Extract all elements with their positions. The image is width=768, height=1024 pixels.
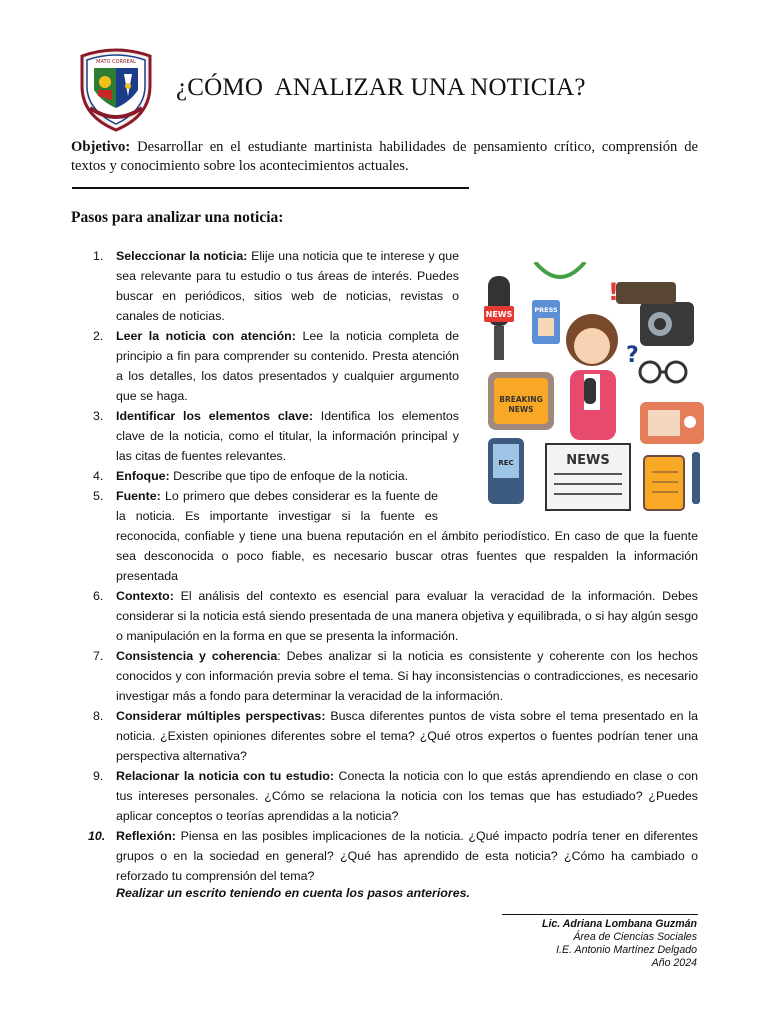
press-label: PRESS xyxy=(534,306,558,314)
step-text: El análisis del contexto es esencial para evaluar la veracidad de la información. Debes considerar si la noticia está siendo presentada de una manera objetiva y equilibrada, o si hay algún sesgo o manipulación en la forma en que se presenta la información. xyxy=(116,589,698,643)
step-number: 6. xyxy=(93,589,104,603)
svg-text:?: ? xyxy=(626,343,639,368)
step-title: Considerar múltiples perspectivas: xyxy=(116,709,326,723)
list-item xyxy=(88,466,459,486)
step-text: Lee la noticia completa de principio a fin para comprender su contenido. Presta atención a los detalles, los datos presentados y cualquier argumento que se haga. xyxy=(116,329,460,403)
signature-school: I.E. Antonio Martínez Delgado xyxy=(556,944,697,956)
step-title: Leer la noticia con atención: xyxy=(116,329,296,343)
news-mic-label: NEWS xyxy=(485,310,513,319)
signature-block xyxy=(542,918,697,970)
list-item xyxy=(88,406,459,466)
list-item xyxy=(88,766,698,826)
steps-heading: Pasos para analizar una noticia: xyxy=(71,209,284,226)
svg-text:!: ! xyxy=(608,278,619,306)
step-number: 9. xyxy=(93,769,104,783)
step-text: : Debes analizar si la noticia es consistente y coherente con los hechos conocidos y con información previa sobre el tema. Si hay inconsistencias o contradicciones, es necesario investigar más a fondo para determinar la veracidad de la información. xyxy=(116,649,698,703)
breaking-label: BREAKING xyxy=(499,395,543,404)
signature-area: Área de Ciencias Sociales xyxy=(573,931,697,943)
objective-paragraph xyxy=(71,138,698,176)
step-title: Relacionar la noticia con tu estudio: xyxy=(116,769,335,783)
signature-name: Lic. Adriana Lombana Guzmán xyxy=(541,918,697,930)
step-title: Reflexión: xyxy=(116,829,176,843)
objective-label: Objetivo: xyxy=(71,139,131,155)
list-item xyxy=(88,706,698,766)
page-title: ¿CÓMO ANALIZAR UNA NOTICIA? xyxy=(176,74,586,101)
illustration-spacer xyxy=(438,486,698,526)
list-item xyxy=(88,486,698,586)
signature-line xyxy=(502,914,698,915)
step-text: Piensa en las posibles implicaciones de la noticia. ¿Qué impacto podría tener en diferentes grupos o en la sociedad en general? ¿Qué has aprendido de esta noticia? ¿Cómo ha cambiado o reforzado tu comprensión del tema? xyxy=(116,829,698,883)
step-text: Conecta la noticia con lo que estás aprendiendo en clase o con tus intereses personales. ¿Cómo se relaciona la noticia con los temas que has estudiado? ¿Puedes aplicar conceptos o teorías aprendidas a la noticia? xyxy=(116,769,698,823)
list-item xyxy=(88,826,698,886)
school-crest-icon xyxy=(76,46,156,132)
step-title: Contexto: xyxy=(116,589,174,603)
step-title: Consistencia y coherencia xyxy=(116,649,278,663)
closing-instruction: Realizar un escrito teniendo en cuenta los pasos anteriores. xyxy=(116,886,470,900)
list-item xyxy=(88,246,459,326)
signature-year: Año 2024 xyxy=(651,957,697,969)
step-number: 5. xyxy=(93,489,104,503)
section-divider xyxy=(72,187,469,189)
list-item xyxy=(88,646,698,706)
step-text: Lo primero que debes considerar es la fuente de la noticia. Es importante investigar si la fuente es reconocida, confiable y tiene una buena reputación en el ámbito periodístico. En caso de que la fuente sea desconocida o poco fiable, es necesario buscar otras fuentes que respalden la información presentada xyxy=(116,489,698,583)
step-text: Identifica los elementos clave de la noticia, como el titular, la información principal y las citas de fuentes relevantes. xyxy=(116,409,459,463)
step-number: 3. xyxy=(93,409,104,423)
step-number: 7. xyxy=(93,649,104,663)
step-number: 2. xyxy=(93,329,104,343)
step-number: 4. xyxy=(93,469,104,483)
rec-label: REC xyxy=(498,459,514,467)
objective-text: Desarrollar en el estudiante martinista habilidades de pensamiento crítico, comprensión de textos y conocimiento sobre los acontecimientos actuales. xyxy=(71,139,698,174)
list-item xyxy=(88,326,459,406)
step-title: Seleccionar la noticia: xyxy=(116,249,248,263)
step-text: Elije una noticia que te interese y que sea relevante para tu estudio o tus áreas de interés. Puedes buscar en periódicos, sitios web de noticias, revistas o canales de noticias. xyxy=(116,249,459,323)
steps-list xyxy=(88,246,698,886)
list-item xyxy=(88,586,698,646)
step-title: Enfoque: xyxy=(116,469,170,483)
breaking-news-label: NEWS xyxy=(508,405,534,414)
step-number: 1. xyxy=(93,249,104,263)
step-text: Describe que tipo de enfoque de la noticia. xyxy=(169,469,409,483)
step-title: Fuente: xyxy=(116,489,161,503)
step-title: Identificar los elementos clave: xyxy=(116,409,313,423)
newspaper-label: NEWS xyxy=(566,453,610,468)
svg-text:MATO CORREAL: MATO CORREAL xyxy=(96,59,136,65)
step-text: Busca diferentes puntos de vista sobre el tema presentado en la noticia. ¿Existen opiniones diferentes sobre el tema? ¿Qué otros expertos o fuentes podrían tener una perspectiva alternativa? xyxy=(116,709,698,763)
step-number: 10. xyxy=(88,829,106,843)
step-number: 8. xyxy=(93,709,104,723)
